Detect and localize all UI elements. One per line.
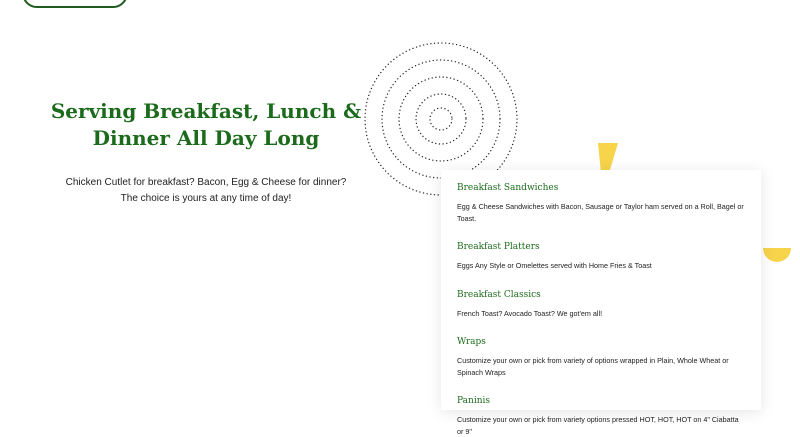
top-nav-button[interactable] [22, 0, 128, 8]
menu-item-description: Eggs Any Style or Omelettes served with Home Fries & Toast [457, 261, 652, 270]
menu-item-title: Wraps [457, 337, 486, 347]
menu-item-title: Breakfast Platters [457, 242, 540, 252]
menu-item-paninis[interactable] [457, 396, 745, 437]
menu-item-breakfast-platters[interactable] [457, 242, 745, 272]
hero-subtitle-line-2: The choice is yours at any time of day! [120, 193, 292, 204]
menu-item-title: Breakfast Sandwiches [457, 183, 559, 193]
menu-categories-card [441, 170, 761, 436]
hero-title: Serving Breakfast, Lunch & Dinner All Day Long [50, 99, 362, 150]
decorative-yellow-shape [597, 143, 621, 173]
hero-subtitle-line-1: Chicken Cutlet for breakfast? Bacon, Egg & Cheese for dinner? [65, 177, 347, 188]
menu-item-description: French Toast? Avocado Toast? We got'em all! [457, 308, 603, 318]
hero-subtitle [60, 175, 352, 207]
decorative-yellow-semicircle [763, 248, 793, 270]
menu-item-breakfast-classics[interactable] [457, 290, 745, 320]
menu-item-title: Paninis [457, 396, 490, 406]
menu-item-description: Customize your own or pick from variety options pressed HOT, HOT, HOT on 4" Ciabatta or 9" [457, 415, 739, 436]
menu-item-description: Customize your own or pick from variety of options wrapped in Plain, Whole Wheat or Spinach Wraps [457, 356, 729, 377]
menu-item-description: Egg & Cheese Sandwiches with Bacon, Sausage or Taylor ham served on a Roll, Bagel or Toast. [457, 202, 744, 223]
menu-item-title: Breakfast Classics [457, 289, 541, 300]
menu-item-wraps[interactable] [457, 337, 745, 378]
menu-item-breakfast-sandwiches[interactable] [457, 183, 745, 224]
